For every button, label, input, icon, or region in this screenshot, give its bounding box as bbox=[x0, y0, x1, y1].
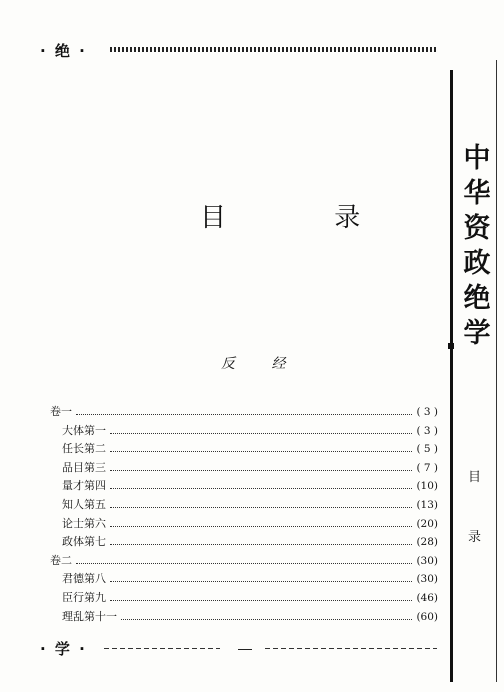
toc-entry-page: (13) bbox=[416, 498, 438, 511]
toc-entry-title: 政体第七 bbox=[62, 535, 106, 549]
toc-entry[interactable] bbox=[50, 589, 438, 608]
toc-leader-dots bbox=[110, 599, 412, 601]
toc-entry[interactable] bbox=[50, 403, 438, 422]
toc-entry-title: 卷二 bbox=[50, 553, 72, 567]
toc-leader-dots bbox=[110, 432, 412, 434]
toc-leader-dots bbox=[121, 618, 412, 620]
section-title: 反 经 bbox=[221, 356, 302, 372]
toc-entry-page: (60) bbox=[416, 610, 438, 623]
toc-entry-title: 论士第六 bbox=[62, 516, 106, 530]
footer-rule-right bbox=[265, 648, 437, 649]
toc-entry[interactable] bbox=[50, 459, 438, 478]
toc-entry-title: 卷一 bbox=[50, 405, 72, 418]
toc-leader-dots bbox=[110, 543, 412, 545]
toc-entry-title: 臣行第九 bbox=[62, 590, 106, 604]
toc-entry-title: 量才第四 bbox=[62, 479, 106, 493]
toc-entry-page: (46) bbox=[416, 591, 438, 604]
book-title: 中华资政绝学 bbox=[463, 143, 491, 349]
footer-mark: · 学 · bbox=[40, 640, 87, 658]
toc-entry-page: ( 3 ) bbox=[416, 424, 438, 437]
toc-entry-title: 君德第八 bbox=[62, 572, 106, 586]
footer-rule-center bbox=[238, 649, 252, 650]
toc-entry[interactable] bbox=[50, 515, 438, 534]
footer-rule-left bbox=[104, 648, 220, 649]
toc-leader-dots bbox=[110, 469, 412, 471]
toc-entry[interactable] bbox=[50, 570, 438, 589]
toc-entry-title: 品目第三 bbox=[62, 460, 106, 474]
toc-entry[interactable] bbox=[50, 422, 438, 441]
sidebar-rule bbox=[450, 70, 453, 682]
toc-leader-dots bbox=[110, 580, 412, 582]
page-title: 目 录 bbox=[200, 203, 411, 233]
toc-entry-page: (20) bbox=[416, 517, 438, 530]
toc-entry-title: 理乱第十一 bbox=[62, 609, 117, 623]
toc-entry-page: (30) bbox=[416, 573, 438, 586]
sidebar-marker bbox=[448, 343, 454, 349]
sidebar-label-top: 目 bbox=[468, 470, 482, 485]
header-rule bbox=[110, 47, 437, 52]
toc-leader-dots bbox=[110, 450, 412, 452]
toc-entry-page: (10) bbox=[416, 480, 438, 493]
toc-leader-dots bbox=[76, 413, 412, 415]
toc-leader-dots bbox=[110, 506, 412, 508]
sidebar-outer-rule bbox=[496, 60, 497, 682]
toc-entry-page: ( 3 ) bbox=[416, 406, 438, 418]
table-of-contents bbox=[50, 403, 438, 626]
toc-entry-title: 任长第二 bbox=[62, 442, 106, 456]
toc-leader-dots bbox=[110, 525, 412, 527]
toc-entry[interactable] bbox=[50, 496, 438, 515]
toc-leader-dots bbox=[76, 562, 412, 564]
toc-entry-title: 知人第五 bbox=[62, 497, 106, 511]
toc-entry[interactable] bbox=[50, 608, 438, 627]
toc-entry[interactable] bbox=[50, 533, 438, 552]
toc-leader-dots bbox=[110, 487, 412, 489]
sidebar-label-bottom: 录 bbox=[468, 530, 482, 545]
toc-entry-page: ( 5 ) bbox=[416, 443, 438, 456]
toc-entry[interactable] bbox=[50, 552, 438, 571]
toc-entry-page: ( 7 ) bbox=[416, 461, 438, 474]
toc-entry-title: 大体第一 bbox=[62, 423, 106, 437]
toc-entry-page: (28) bbox=[416, 536, 438, 549]
toc-entry[interactable] bbox=[50, 440, 438, 459]
toc-entry-page: (30) bbox=[416, 554, 438, 567]
toc-entry[interactable] bbox=[50, 477, 438, 496]
header-mark: · 绝 · bbox=[40, 42, 87, 60]
